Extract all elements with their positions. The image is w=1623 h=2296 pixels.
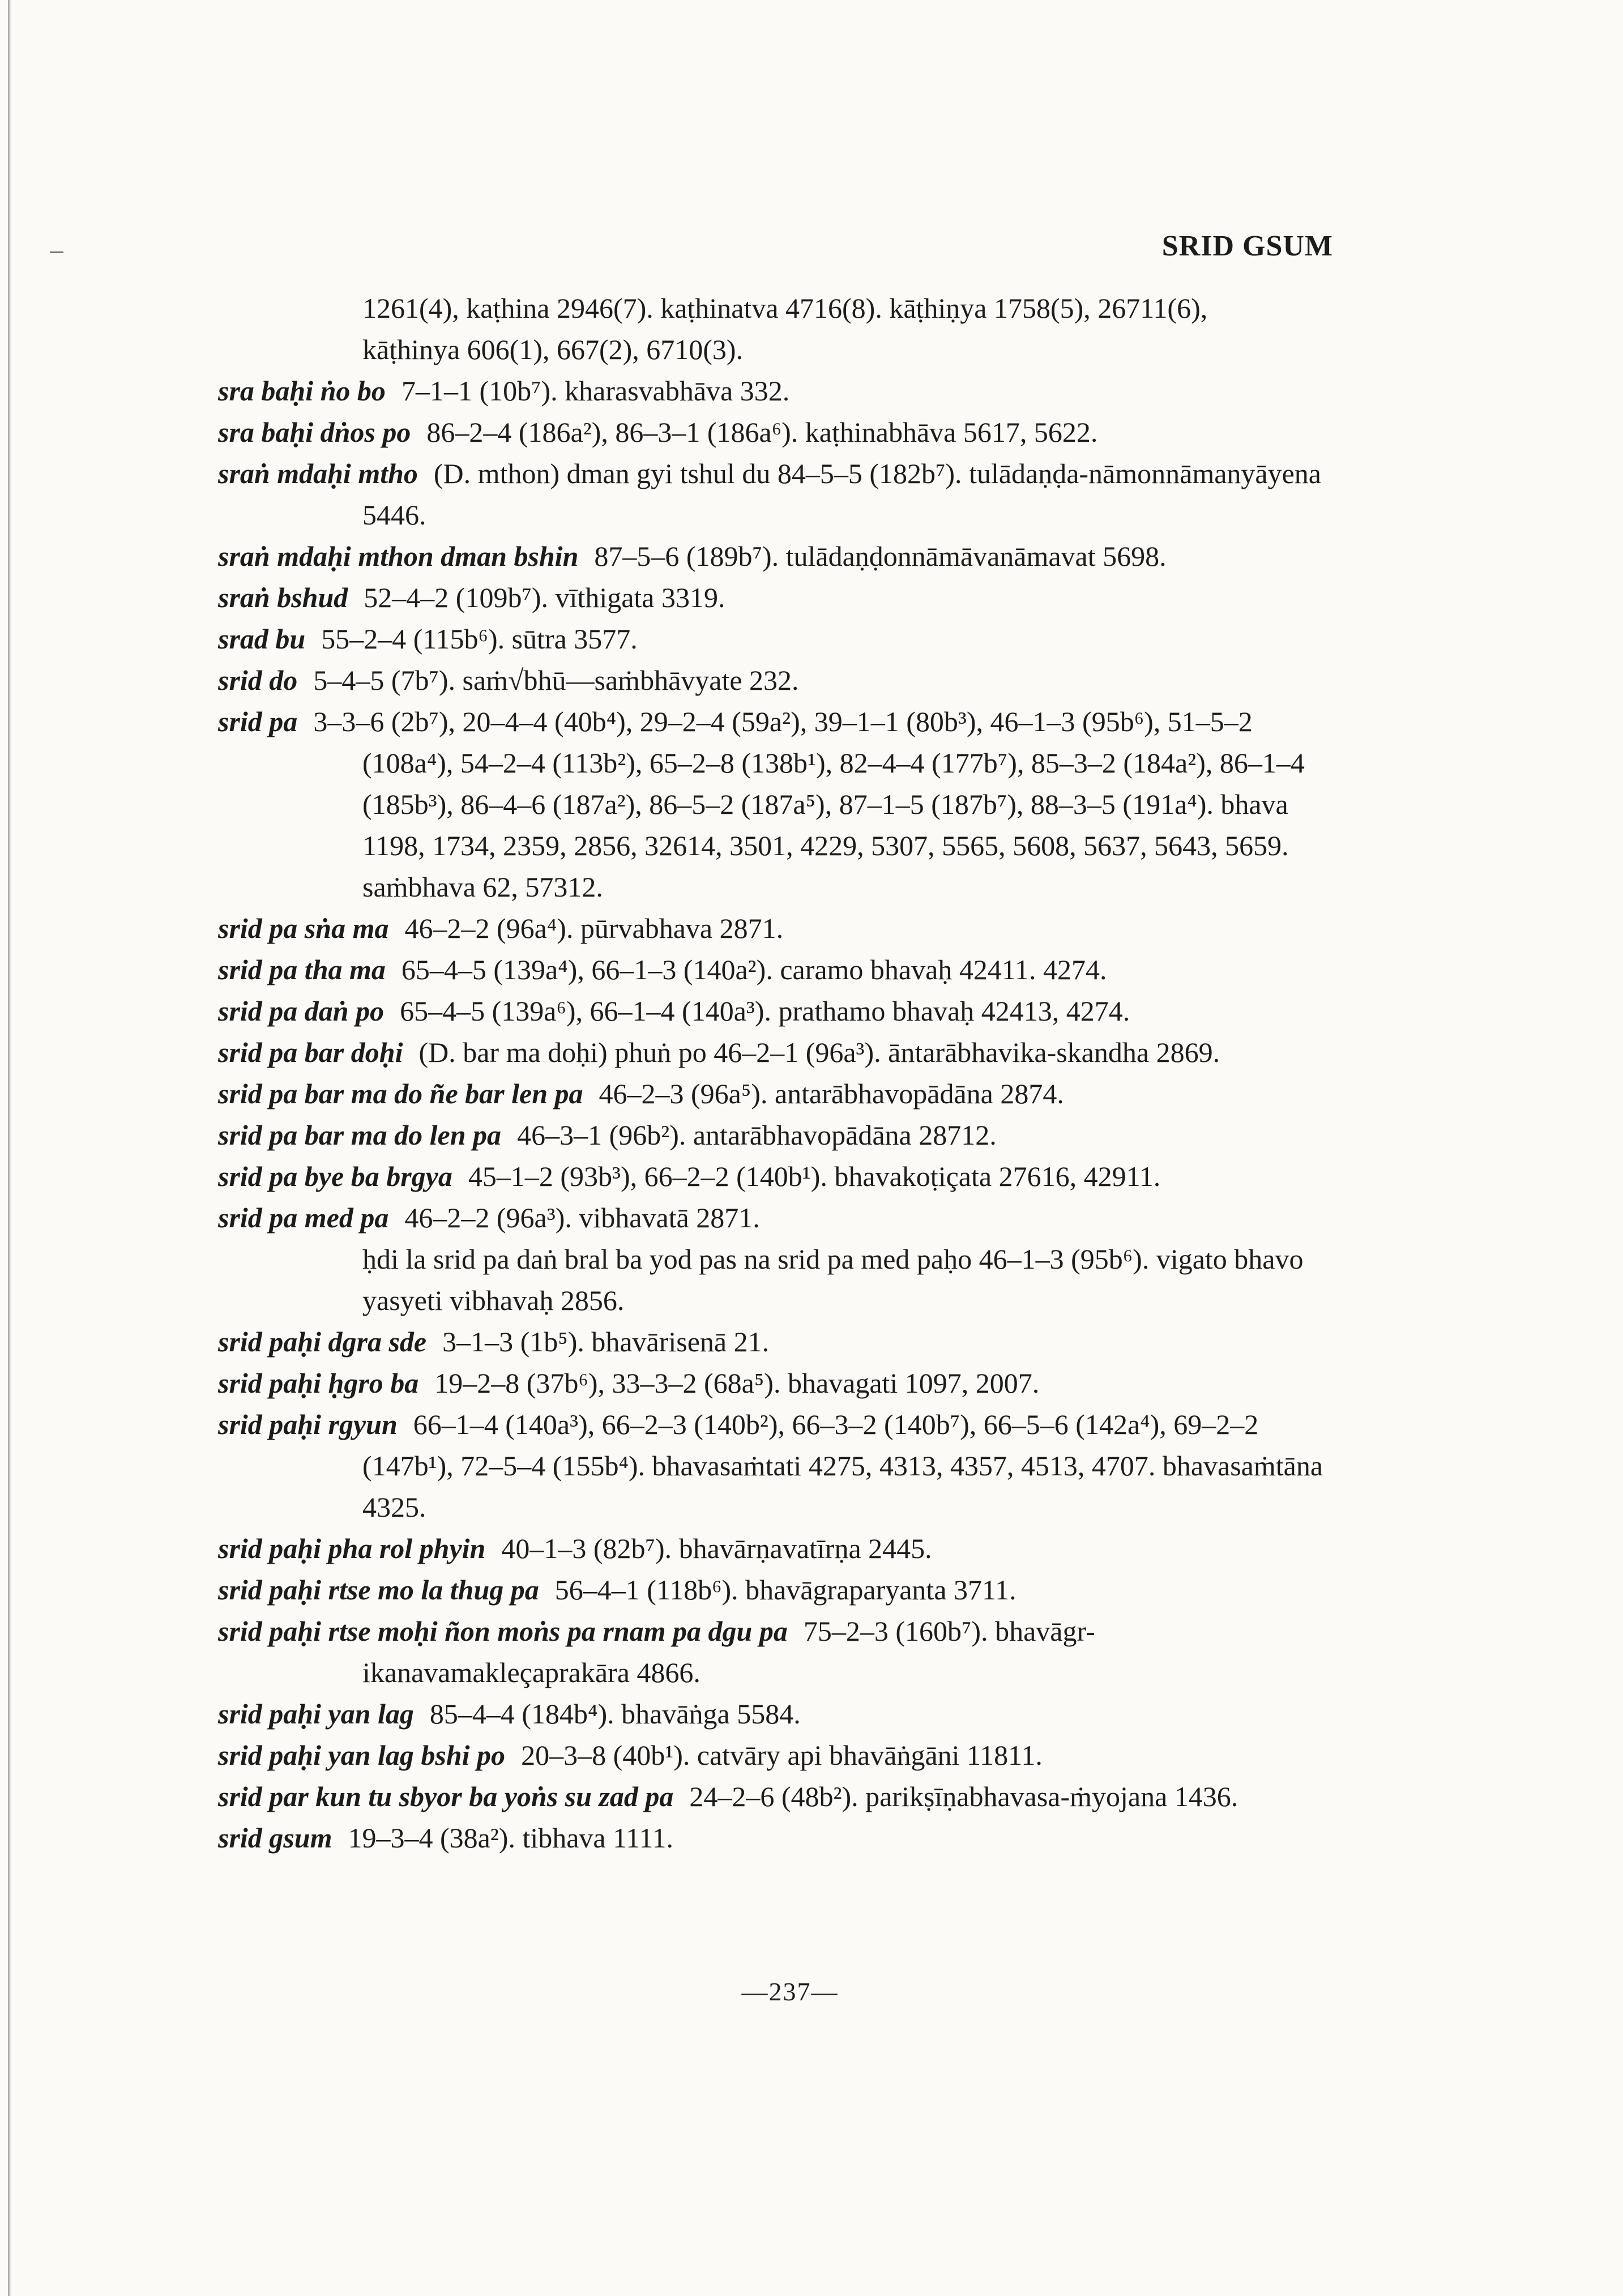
entry-text: 19–2–8 (37b⁶), 33–3–2 (68a⁵). bhavagati 1097, 2007. [434, 1367, 1040, 1399]
entry-headword: srid gsum [218, 1822, 332, 1854]
continuation-line-2: kāṭhinya 606(1), 667(2), 6710(3). [362, 334, 744, 365]
entry-text: 45–1–2 (93b³), 66–2–2 (140b¹). bhavakoṭiçata 27616, 42911. [468, 1160, 1161, 1192]
entry-text: 52–4–2 (109b⁷). vīthigata 3319. [364, 582, 725, 613]
entry-headword: srid do [218, 664, 298, 696]
entry-headword: srid pa med pa [218, 1202, 389, 1234]
entry [218, 1321, 1334, 1363]
entry-text: 55–2–4 (115b⁶). sūtra 3577. [321, 623, 638, 655]
entry-headword: srid paḥi yan lag [218, 1698, 414, 1730]
entry-text: 3–3–6 (2b⁷), 20–4–4 (40b⁴), 29–2–4 (59a²), 39–1–1 (80b³), 46–1–3 (95b⁶), 51–5–2 (108a⁴), 54–2–4 (113b²), 65–2–8 (138b¹), 82–4–4 (177b⁷), 85–3–2 (184a²), 86–1–4 (185b³), 86–4–6 (187a²), 86–5–2 (187a⁵), 87–1–5 (187b⁷), 88–3–5 (191a⁴). bhava 1198, 1734, 2359, 2856, 32614, 3501, 4229, 5307, 5565, 5608, 5637, 5643, 5659. saṁbhava 62, 57312. [313, 706, 1305, 903]
entry-headword: srad bu [218, 623, 306, 655]
entry [218, 1817, 1334, 1859]
entry-text: 40–1–3 (82b⁷). bhavārṇavatīrṇa 2445. [501, 1533, 932, 1564]
entry-text: 75–2–3 (160b⁷). bhavāgr-ikanavamakleçaprakāra 4866. [362, 1615, 1095, 1688]
entry-list [218, 370, 1334, 1859]
entry-headword: srid paḥi rtse mo la thug pa [218, 1574, 539, 1606]
entry-headword: srid paḥi pha rol phyin [218, 1533, 486, 1564]
entry-text: 65–4–5 (139a⁴), 66–1–3 (140a²). caramo bhavaḥ 42411. 4274. [401, 954, 1107, 985]
entry [218, 991, 1334, 1032]
entry [218, 1404, 1334, 1528]
entry-headword: srid pa bar ma do ñe bar len pa [218, 1078, 583, 1109]
continuation-line-1: 1261(4), kaṭhina 2946(7). kaṭhinatva 4716(8). kāṭhiṇya 1758(5), 26711(6), [362, 292, 1208, 324]
entry [218, 536, 1334, 577]
entry-text: 20–3–8 (40b¹). catvāry api bhavāṅgāni 11811. [521, 1739, 1043, 1771]
running-header: SRID GSUM [1161, 230, 1333, 262]
entry-headword: srid pa sṅa ma [218, 912, 389, 944]
entry [218, 577, 1334, 618]
entry [218, 1735, 1334, 1776]
entry-text: 3–1–3 (1b⁵). bhavārisenā 21. [442, 1326, 770, 1358]
entry [218, 1032, 1334, 1073]
page-number: —237— [741, 1977, 839, 2006]
entry [218, 1073, 1334, 1115]
entry [218, 1197, 1334, 1239]
entry-text: (D. bar ma doḥi) phuṅ po 46–2–1 (96a³). āntarābhavika-skandha 2869. [418, 1036, 1220, 1068]
entry-headword: srid pa [218, 706, 298, 737]
entry-headword: srid pa bar doḥi [218, 1036, 403, 1068]
entry-text: 66–1–4 (140a³), 66–2–3 (140b²), 66–3–2 (140b⁷), 66–5–6 (142a⁴), 69–2–2 (147b¹), 72–5–4 (155b⁴). bhavasaṁtati 4275, 4313, 4357, 4513, 4707. bhavasaṁtāna 4325. [362, 1409, 1323, 1523]
entry [218, 618, 1334, 660]
entry-text: 5–4–5 (7b⁷). saṁ√bhū—saṁbhāvyate 232. [313, 664, 799, 696]
entry [218, 701, 1334, 908]
entry [218, 1569, 1334, 1611]
entry [218, 1693, 1334, 1735]
entry-text: 46–2–2 (96a³). vibhavatā 2871. [404, 1202, 760, 1234]
entry [218, 908, 1334, 949]
entry-headword: srid pa bye ba brgya [218, 1160, 452, 1192]
entry-headword: sraṅ bshud [218, 582, 348, 613]
entry-headword: srid paḥi ḥgro ba [218, 1367, 419, 1399]
entry-headword: srid pa bar ma do len pa [218, 1119, 502, 1151]
scan-left-edge [8, 0, 11, 2296]
entry [218, 1611, 1334, 1693]
entry [218, 660, 1334, 701]
entry [218, 412, 1334, 453]
entry-headword: srid pa daṅ po [218, 995, 385, 1027]
entry-headword: srid par kun tu sbyor ba yoṅs su zad pa [218, 1781, 674, 1812]
dictionary-column [218, 288, 1334, 1859]
entry-headword: srid paḥi rtse moḥi ñon moṅs pa rnam pa dgu pa [218, 1615, 788, 1647]
entry-text: 24–2–6 (48b²). parikṣīṇabhavasa-ṁyojana 1436. [689, 1781, 1238, 1812]
entry-subnote: ḥdi la srid pa daṅ bral ba yod pas na srid pa med paḥo 46–1–3 (95b⁶). vigato bhavo yasyeti vibhavaḥ 2856. [362, 1243, 1304, 1316]
entry-text: 46–3–1 (96b²). antarābhavopādāna 28712. [517, 1119, 997, 1151]
entry-text: 65–4–5 (139a⁶), 66–1–4 (140a³). prathamo bhavaḥ 42413, 4274. [400, 995, 1130, 1027]
entry-headword: sra baḥi dṅos po [218, 416, 411, 448]
entry-text: 87–5–6 (189b⁷). tulādaṇḍonnāmāvanāmavat 5698. [594, 540, 1167, 572]
entry [218, 1115, 1334, 1156]
entry-headword: srid pa tha ma [218, 954, 386, 985]
entry-headword: srid paḥi dgra sde [218, 1326, 427, 1358]
entry-text: 7–1–1 (10b⁷). kharasvabhāva 332. [401, 375, 790, 407]
entry-text: 46–2–3 (96a⁵). antarābhavopādāna 2874. [599, 1078, 1064, 1109]
entry [218, 1776, 1334, 1817]
entry-text: 19–3–4 (38a²). tibhava 1111. [348, 1822, 674, 1854]
entry-text: 56–4–1 (118b⁶). bhavāgraparyanta 3711. [554, 1574, 1016, 1606]
entry [218, 370, 1334, 412]
entry-headword: srid paḥi yan lag bshi po [218, 1739, 506, 1771]
entry-headword: sraṅ mdaḥi mtho [218, 458, 418, 489]
entry [218, 1156, 1334, 1197]
entry-text: 46–2–2 (96a⁴). pūrvabhava 2871. [404, 912, 784, 944]
entry [218, 949, 1334, 991]
entry-text: 86–2–4 (186a²), 86–3–1 (186a⁶). kaṭhinabhāva 5617, 5622. [426, 416, 1098, 448]
entry [218, 1528, 1334, 1569]
entry [218, 453, 1334, 536]
entry [218, 1363, 1334, 1404]
entry-text: 85–4–4 (184b⁴). bhavāṅga 5584. [429, 1698, 801, 1730]
entry-text: (D. mthon) dman gyi tshul du 84–5–5 (182b⁷). tulādaṇḍa-nāmonnāmanyāyena 5446. [362, 458, 1321, 531]
entry-headword: sraṅ mdaḥi mthon dman bshin [218, 540, 579, 572]
entry-headword: srid paḥi rgyun [218, 1409, 398, 1440]
entry-headword: sra baḥi ṅo bo [218, 375, 386, 407]
scan-margin-mark [50, 251, 63, 253]
